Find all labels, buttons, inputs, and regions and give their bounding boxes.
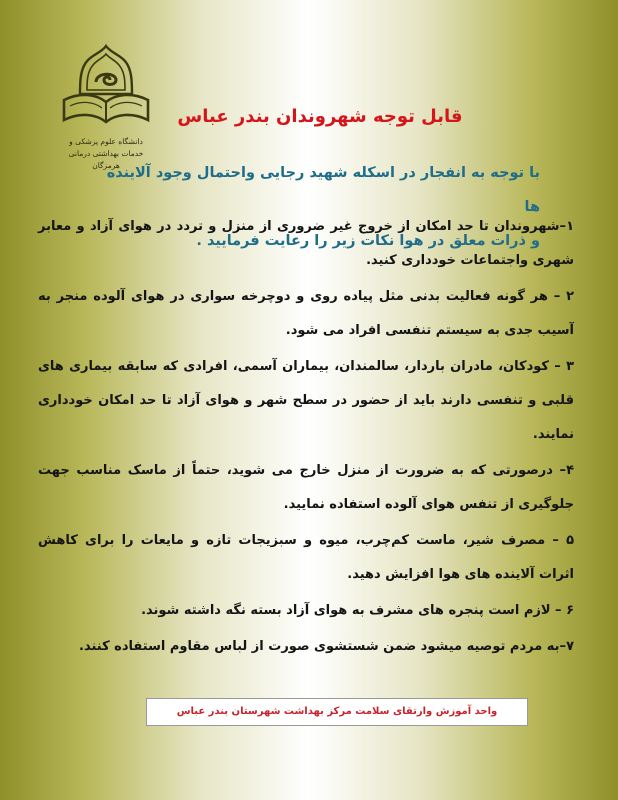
- footer-credit: واحد آموزش وارتقای سلامت مرکز بهداشت شهرستان بندر عباس: [146, 698, 528, 726]
- logo-caption-line1: دانشگاه علوم پزشکی و: [69, 137, 143, 146]
- logo-caption-line2: خدمات بهداشتی درمانی هرمزگان: [68, 149, 144, 170]
- intro-line1: با توجه به انفجار در اسکله شهید رجایی واحتمال وجود آلاینده ها: [106, 165, 540, 215]
- advice-item-3: ۳ – کودکان، مادران باردار، سالمندان، بیماران آسمی، افرادی که سابقه بیماری های قلبی و تنفسی دارند باید از حضور در سطح شهر و هوای آزاد تا حد امکان خودداری نمایند.: [38, 359, 574, 442]
- advice-item-4: ۴– درصورتی که به ضرورت از منزل خارج می شوید، حتماً از ماسک مناسب جهت جلوگیری از تنفس هوای آلوده استفاده نمایید.: [38, 463, 574, 512]
- advice-list: [38, 210, 574, 666]
- page-title: قابل توجه شهروندان بندر عباس: [177, 106, 463, 127]
- intro-line2: و ذرات معلق در هوا نکات زیر را رعایت فرمایید .: [196, 233, 540, 249]
- advice-item-1: ۱–شهروندان تا حد امکان از خروج غیر ضروری از منزل و تردد در هوای آزاد و معابر شهری واجتماعات خودداری کنید.: [38, 219, 574, 268]
- advice-item-2: ۲ – هر گونه فعالیت بدنی مثل پیاده روی و دوچرخه سواری در هوای آلوده منجر به آسیب جدی به سیستم تنفسی افراد می شود.: [38, 289, 574, 338]
- advice-item-7: ۷–به مردم توصیه میشود ضمن شستشوی صورت از لباس مقاوم استفاده کنند.: [79, 639, 574, 654]
- university-logo: [58, 42, 154, 170]
- advice-item-5: ۵ – مصرف شیر، ماست کم‌چرب، میوه و سبزیجات تازه و مایعات را برای کاهش اثرات آلاینده های هوا افزایش دهید.: [38, 533, 574, 582]
- advice-item-6: ۶ – لازم است پنجره های مشرف به هوای آزاد بسته نگه داشته شوند.: [141, 603, 574, 618]
- university-emblem-icon: [58, 42, 154, 134]
